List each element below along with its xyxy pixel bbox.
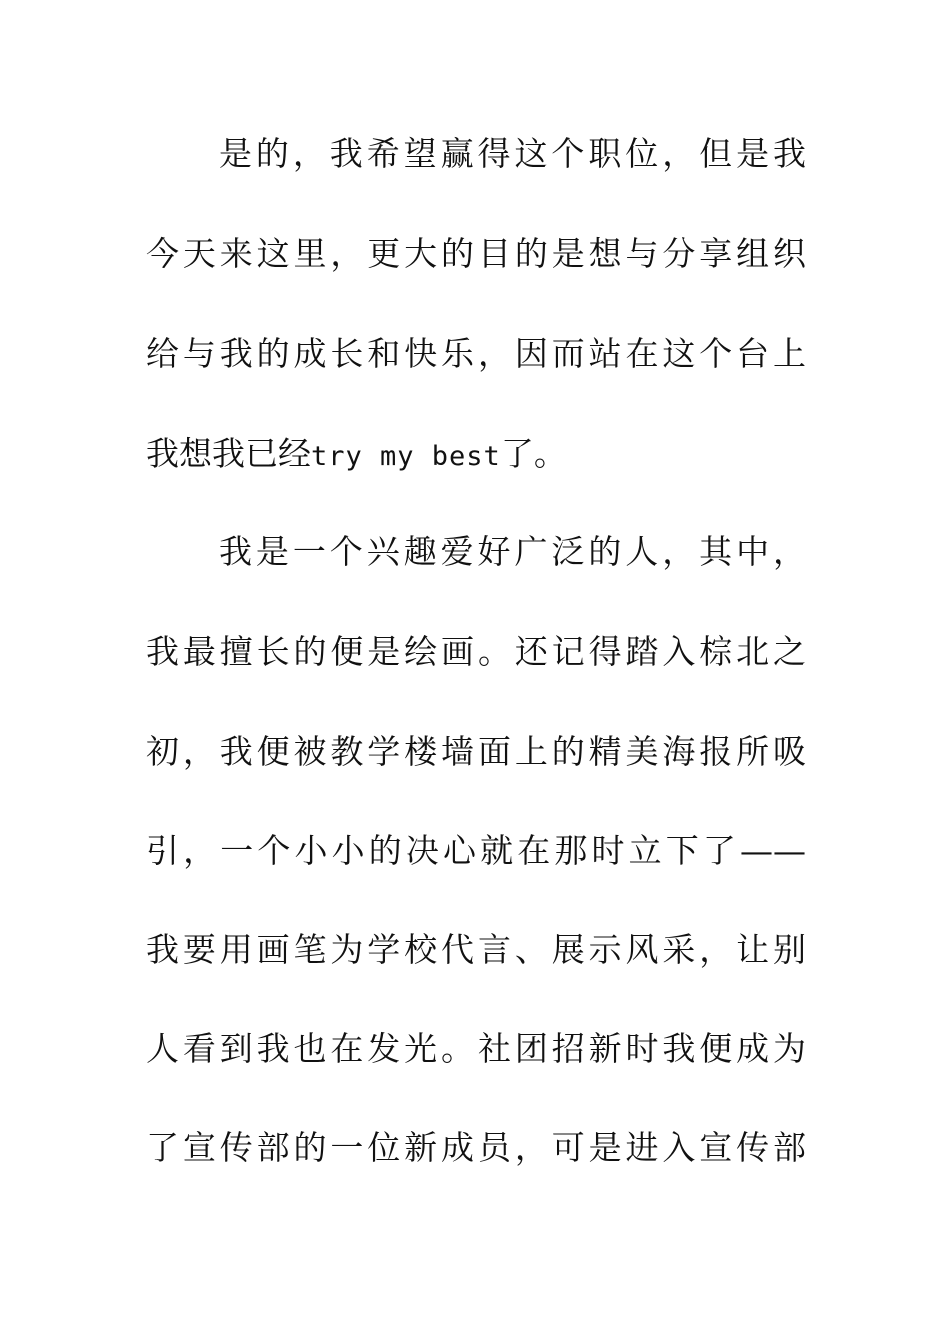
- paragraph-2-line-1: 我是一个兴趣爱好广泛的人，其中，: [219, 532, 806, 571]
- paragraph-1-line-4: [146, 432, 806, 476]
- paragraph-1-line-4-text-a: 我想我已经: [146, 434, 311, 473]
- paragraph-2-line-2: 我最擅长的便是绘画。还记得踏入棕北之: [146, 632, 806, 671]
- paragraph-2-line-4: 引，一个小小的决心就在那时立下了——: [146, 831, 806, 870]
- paragraph-1-line-4-text-b: 了。: [500, 434, 567, 473]
- paragraph-1-line-2: 今天来这里，更大的目的是想与分享组织: [146, 234, 806, 273]
- paragraph-1-line-1: 是的，我希望赢得这个职位，但是我: [219, 134, 806, 173]
- paragraph-2-line-6: 人看到我也在发光。社团招新时我便成为: [146, 1029, 806, 1068]
- paragraph-2-line-5: 我要用画笔为学校代言、展示风采，让别: [146, 930, 806, 969]
- paragraph-2-line-7: 了宣传部的一位新成员，可是进入宣传部: [146, 1128, 806, 1167]
- paragraph-1-line-3: 给与我的成长和快乐，因而站在这个台上: [146, 334, 806, 373]
- paragraph-1-line-4-latin: try my best: [311, 441, 501, 472]
- paragraph-2-line-3: 初，我便被教学楼墙面上的精美海报所吸: [146, 732, 806, 771]
